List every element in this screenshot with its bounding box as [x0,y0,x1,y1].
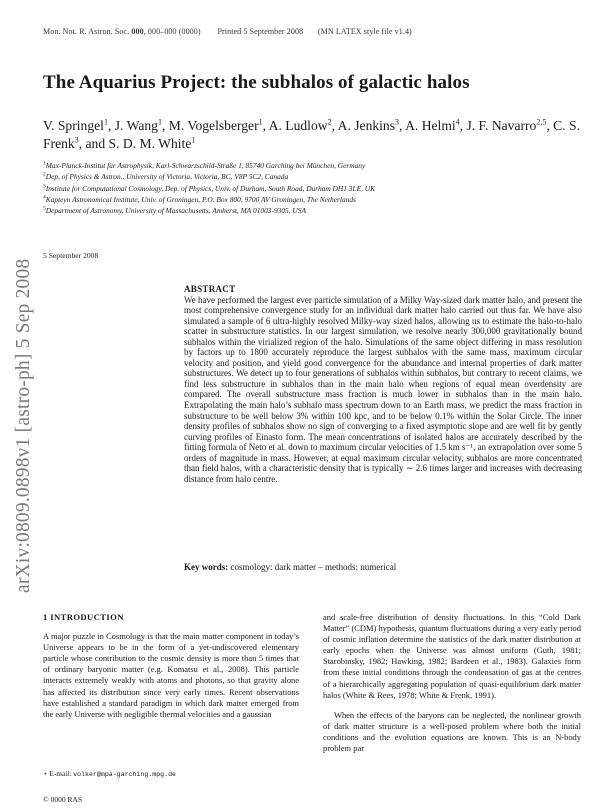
left-column [43,612,299,720]
affiliation-number: 1 [43,160,46,167]
journal-volume: 000 [131,27,144,36]
footnote [43,769,299,778]
author-name: A. Helmi [405,118,456,133]
copyright-notice: © 0000 RAS [43,795,83,804]
paragraph: and scale-free distribution of density fluctuations. In this “Cold Dark Matter” (CDM) hypothesis, quantum fluctuations during a very early period of cosmic inflation determine the statistics of the dark matter distribution at early epochs when the Universe was almost uniform (Guth, 1981; Starobinsky, 1982; Hawking, 1982; Bardeen et al., 1983). Galaxies form from these initial conditions through the condensation of gas at the centres of a hierarchically aggregating population of quasi-equilibrium dark matter halos (White & Rees, 1978; White & Frenk, 1991). [323,612,581,700]
author-name: A. Ludlow [268,118,328,133]
affiliation-text: Department of Astronomy, University of Massachusetts, Amherst, MA 01003-9305, USA [45,206,306,216]
journal-pages: 000–000 (0000) [147,27,201,36]
keywords-label: Key words: [184,562,229,572]
printed-date: Printed 5 September 2008 [217,27,304,36]
affiliation-item [43,183,583,194]
section-heading-introduction: 1 INTRODUCTION [43,612,124,622]
affiliation-item [43,171,583,182]
author-affiliation-mark: 3 [74,135,79,145]
paragraph: When the effects of the baryons can be neglected, the nonlinear growth of dark matter structure is a well-posed problem where both the initial conditions and the evolution equations are known. This is an N-body problem par [323,709,581,754]
author-affiliation-mark: 2 [327,117,332,127]
affiliation-list [43,160,583,216]
author-affiliation-mark: 1 [258,117,263,127]
footnote-label: E-mail: [49,769,72,778]
affiliation-text: Dep. of Physics & Astron., University of Victoria, Victoria, BC, V8P 5C2, Canada [45,172,289,182]
affiliation-number: 5 [43,205,46,212]
author-affiliation-mark: 4 [455,117,460,127]
affiliation-item [43,194,583,205]
paragraph: A major puzzle in Cosmology is that the main matter component in today’s Universe appears to be in the form of a yet-undiscovered elementary particle whose contribution to the cosmic density is more than 5 times that of ordinary baryonic matter (e.g. Komatsu et al., 2008). This particle interacts extremely weakly with atoms and photons, so that gravity alone has affected its distribution since very early times. Recent observations have established a standard paradigm in which dark matter emerged from the early Universe with negligible thermal velocities and a gaussian [43,631,299,719]
email-link[interactable]: volker@mpa-garching.mpg.de [73,771,177,778]
author-name: C. S. Frenk [43,118,580,151]
latex-style-note: (MN LATEX style file v1.4) [317,27,412,36]
arxiv-identifier-stamp[interactable]: arXiv:0809.0898v1 [astro-ph] 5 Sep 2008 [13,258,34,593]
right-column [323,612,581,754]
affiliation-number: 4 [43,194,46,201]
author-affiliation-mark: 1 [103,117,108,127]
author-name: J. Wang [114,118,158,133]
keywords [184,562,582,572]
running-head: Mon. Not. R. Astron. Soc. 000, 000–000 (0000) Printed 5 September 2008 (MN LATEX style file v1.4) [43,27,412,36]
author-name: A. Jenkins [337,118,396,133]
abstract-body: We have performed the largest ever particle simulation of a Milky Way-sized dark matter halo, and present the most comprehensive convergence study for an individual dark matter halo carried out thus far. We have also simulated a sample of 6 ultra-highly resolved Milky-way sized halos, allowing us to estimate the halo-to-halo scatter in substructure statistics. In our largest simulation, we resolve nearly 300,000 gravitationally bound subhalos within the virialized region of the halo. Simulations of the same object differing in mass resolution by factors up to 1800 accurately reproduce the largest subhalos with the same mass, maximum circular velocity and position, and yield good convergence for the abundance and internal properties of dark matter substructures. We detect up to four generations of subhalos within subhalos, but contrary to recent claims, we find less substructure in subhalos than in the main halo when regions of equal mean overdensity are compared. The overall substructure mass fraction is much lower in subhalos than in the main halo. Extrapolating the main halo’s subhalo mass spectrum down to an Earth mass, we predict the mass fraction in substructure to be well below 3% within 100 kpc, and to be below 0.1% within the Solar Circle. The inner density profiles of subhalos show no sign of converging to a fixed asymptotic slope and are well fit by gently curving profiles of Einasto form. The mean concentrations of isolated halos are accurately described by the fitting formula of Neto et al. down to maximum circular velocities of 1.5 km s⁻¹, an extrapolation over some 5 orders of magnitude in mass. However, at equal maximum circular velocity, subhalos are more concentrated than field halos, with a characteristic density that is typically ∼ 2.6 times larger and increases with decreasing distance from halo centre. [184,294,582,484]
abstract [184,284,582,484]
author-affiliation-mark: 1 [191,135,196,145]
journal-name: Mon. Not. R. Astron. Soc. [43,27,130,36]
footnote-marker: ⋆ [43,769,48,778]
received-date: 5 September 2008 [43,251,99,260]
author-name: M. Vogelsberger [168,118,259,133]
affiliation-item [43,160,583,171]
author-name: S. D. M. White [108,136,192,151]
keywords-text: cosmology: dark matter – methods: numerical [230,562,397,572]
author-list: V. Springel$^1$, J. Wang$^1$, M. Vogelsberger$^1$, A. Ludlow$^2$, A. Jenkins$^3$, A. Helmi$^4$, J. F. Navarro$^{2,5}$, C. S. Frenk$^3$, and S. D. M. White$^1$ [43,117,580,151]
affiliation-number: 2 [43,171,46,178]
affiliation-text: Max-Planck-Institut für Astrophysik, Karl-Schwarzschild-Straße 1, 85740 Garching bei München, Germany [45,161,366,170]
author-affiliation-mark: 2,5 [536,117,547,127]
affiliation-text: Institute for Computational Cosmology, Dep. of Physics, Univ. of Durham, South Road, Durham DH1 3LE, UK [45,183,376,193]
abstract-heading: ABSTRACT [184,284,236,294]
author-affiliation-mark: 1 [157,117,162,127]
author-name: J. F. Navarro [466,118,537,133]
author-name: V. Springel [43,118,104,133]
affiliation-text: Kapteyn Astronomical Institute, Univ. of Groningen, P.O. Box 800, 9700 AV Groningen, The Netherlands [45,194,356,204]
paper-title: The Aquarius Project: the subhalos of galactic halos [43,72,470,93]
author-affiliation-mark: 3 [395,117,400,127]
affiliation-item [43,205,583,216]
affiliation-number: 3 [43,183,46,190]
